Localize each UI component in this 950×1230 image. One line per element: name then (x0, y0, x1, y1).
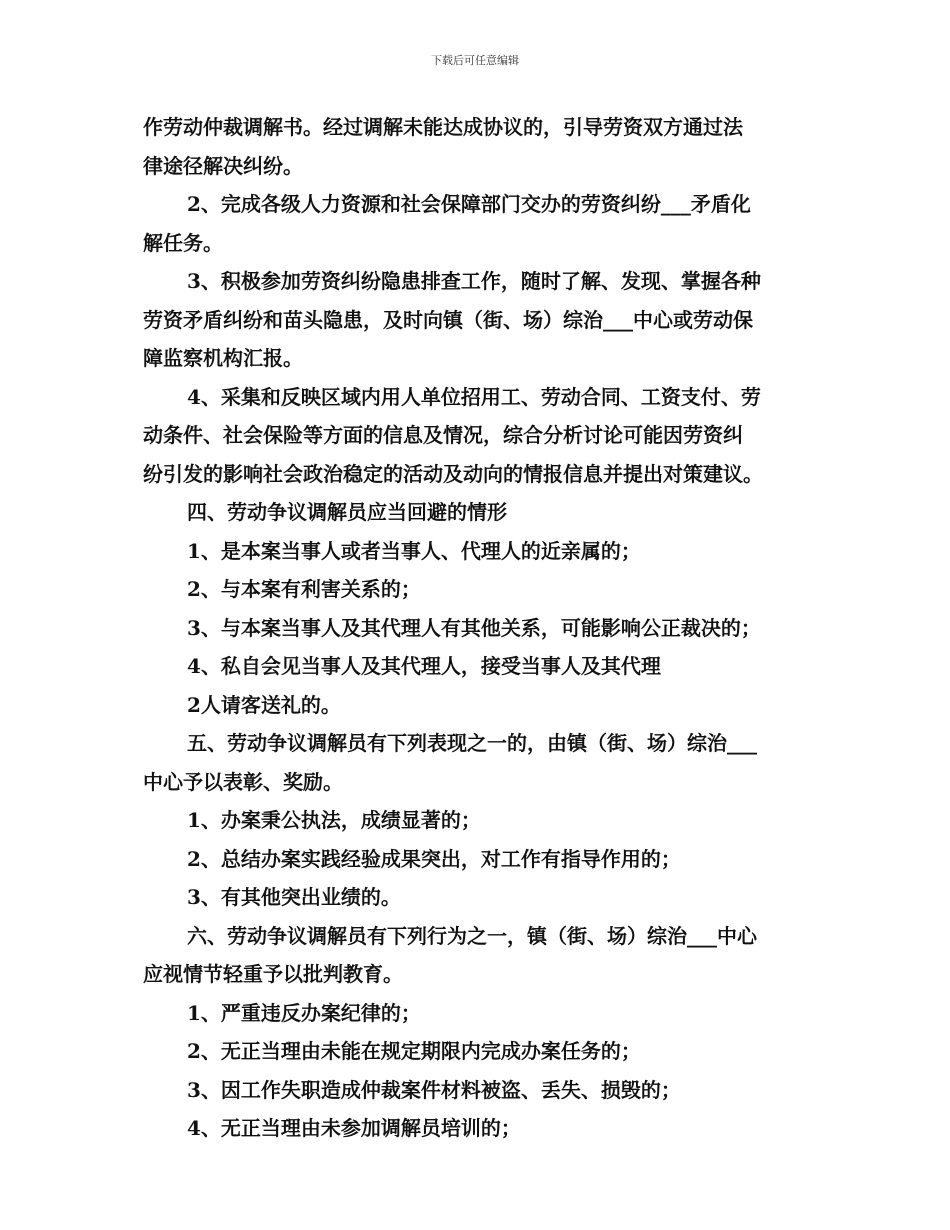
text-line: 2、与本案有利害关系的； (187, 577, 421, 601)
text-line: 4、采集和反映区域内用人单位招用工、劳动合同、工资支付、劳 (187, 384, 761, 409)
text-line: 应视情节轻重予以批判教育。 (143, 962, 403, 986)
text-line: 2、总结办案实践经验成果突出，对工作有指导作用的； (187, 846, 681, 871)
text-line: 五、劳动争议调解员有下列表现之一的，由镇（街、场）综治___ (187, 731, 757, 755)
text-line: 3、因工作失职造成仲裁案件材料被盗、丢失、损毁的； (187, 1077, 681, 1102)
text-line: 3、有其他突出业绩的。 (187, 885, 401, 909)
document-body (143, 108, 813, 1148)
text-line: 中心予以表彰、奖励。 (143, 769, 343, 794)
text-line: 3、积极参加劳资纠纷隐患排查工作，随时了解、发现、掌握各种 (187, 269, 761, 293)
text-line: 3、与本案当事人及其代理人有其他关系，可能影响公正裁决的； (187, 615, 761, 640)
text-line: 作劳动仲裁调解书。经过调解未能达成协议的，引导劳资双方通过法 (143, 115, 743, 139)
text-line: 1、是本案当事人或者当事人、代理人的近亲属的； (187, 538, 641, 563)
text-line: 四、劳动争议调解员应当回避的情形 (187, 500, 507, 524)
text-line: 劳资矛盾纠纷和苗头隐患，及时向镇（街、场）综治___中心或劳动保 (143, 307, 753, 332)
text-line: 2、无正当理由未能在规定期限内完成办案任务的； (187, 1039, 641, 1063)
text-line: 2、完成各级人力资源和社会保障部门交办的劳资纠纷___矛盾化 (187, 192, 751, 216)
text-line: 2人请客送礼的。 (187, 692, 341, 717)
text-line: 4、无正当理由未参加调解员培训的； (187, 1116, 521, 1140)
header-note: 下载后可任意编辑 (431, 54, 519, 67)
text-line: 4、私自会见当事人及其代理人，接受当事人及其代理 (187, 654, 661, 678)
text-line: 障监察机构汇报。 (143, 346, 303, 370)
text-line: 律途径解决纠纷。 (143, 153, 303, 178)
text-line: 解任务。 (143, 230, 223, 255)
text-line: 六、劳动争议调解员有下列行为之一，镇（街、场）综治___中心 (187, 923, 757, 948)
text-line: 1、办案秉公执法，成绩显著的； (187, 808, 481, 832)
text-line: 纷引发的影响社会政治稳定的活动及动向的情报信息并提出对策建议。 (143, 461, 763, 486)
text-line: 动条件、社会保险等方面的信息及情况，综合分析讨论可能因劳资纠 (143, 423, 743, 447)
text-line: 1、严重违反办案纪律的； (187, 1000, 421, 1025)
